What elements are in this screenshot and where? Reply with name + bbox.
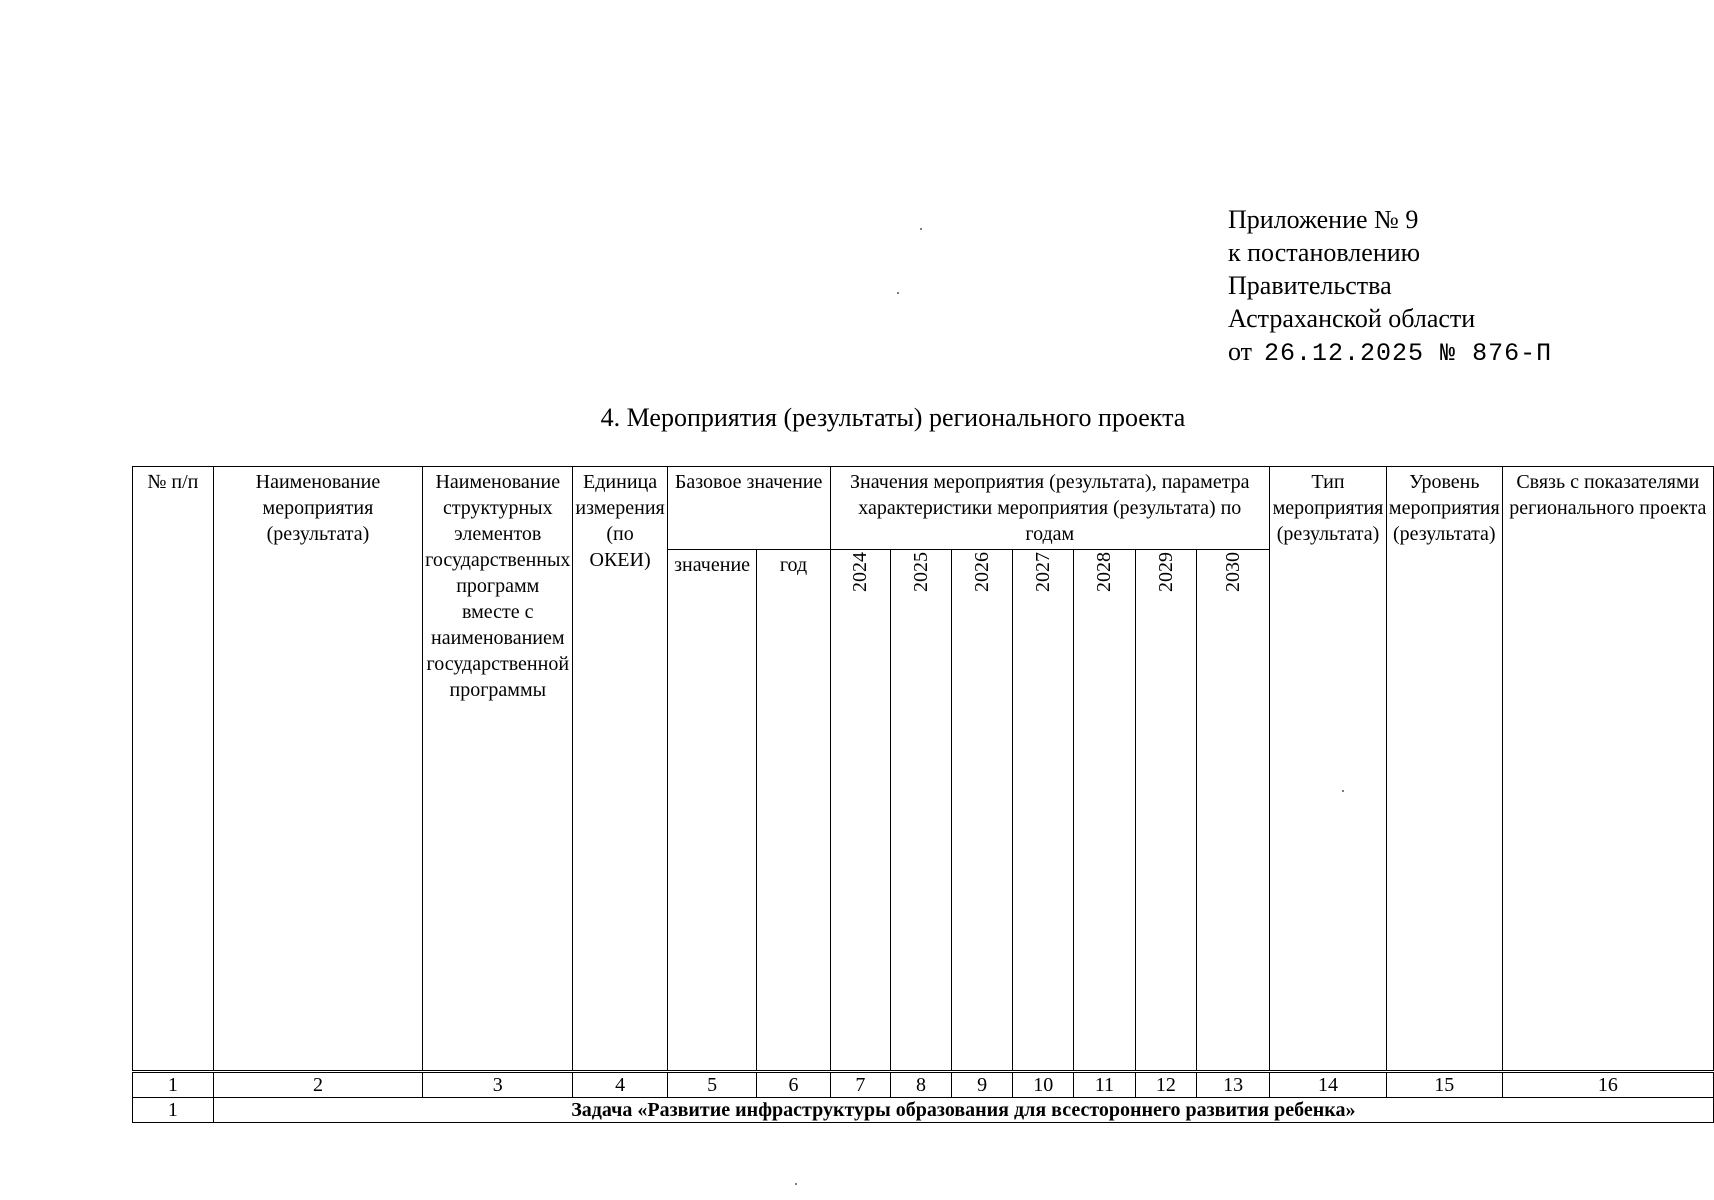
projects-table [132,466,1714,1123]
scan-speck [795,1183,797,1185]
header-year [1135,550,1197,1072]
header-name: Наименование мероприятия (результата) [213,467,422,1072]
year-label: 2024 [849,552,872,592]
column-number: 13 [1197,1072,1270,1098]
header-year [951,550,1013,1072]
header-type: Тип мероприятия (результата) [1270,467,1387,1072]
year-label: 2030 [1222,552,1245,592]
header-link: Связь с показателями регионального проекта [1502,467,1713,1072]
column-number: 3 [423,1072,573,1098]
header-base-value-value: значение [667,550,757,1072]
appendix-line: Астраханской области [1228,304,1476,333]
column-number-row [133,1072,1714,1098]
section-title: 4. Мероприятия (результаты) регионального проекта [600,403,1186,432]
year-label: 2026 [971,552,994,592]
column-number: 11 [1074,1072,1136,1098]
header-num: № п/п [133,467,214,1072]
appendix-block [1228,203,1552,370]
year-label: 2027 [1032,552,1055,592]
appendix-line: Приложение № 9 [1228,205,1419,234]
task-row [133,1098,1714,1123]
column-number: 12 [1135,1072,1197,1098]
header-year [1013,550,1074,1072]
column-number: 2 [213,1072,422,1098]
column-number: 7 [830,1072,891,1098]
scan-speck [1342,790,1344,792]
column-number: 9 [951,1072,1013,1098]
header-year [830,550,891,1072]
task-text: Задача «Развитие инфраструктуры образования для всестороннего развития ребенка» [213,1098,1713,1123]
header-unit: Единица измерения (по ОКЕИ) [573,467,667,1072]
column-number: 4 [573,1072,667,1098]
year-label: 2025 [910,552,932,592]
year-label: 2029 [1154,552,1177,592]
column-number: 10 [1013,1072,1074,1098]
column-number: 5 [667,1072,757,1098]
header-level: Уровень мероприятия (результата) [1386,467,1502,1072]
header-structural-elements: Наименование структурных элементов государственных программ вместе с наименованием государственной программы [423,467,573,1072]
column-number: 14 [1270,1072,1387,1098]
header-year [1197,550,1270,1072]
header-year [1074,550,1136,1072]
column-number: 6 [757,1072,830,1098]
task-number: 1 [133,1098,214,1123]
header-base-value-year: год [757,550,830,1072]
column-number: 15 [1386,1072,1502,1098]
column-number: 8 [891,1072,952,1098]
date-value: 26.12.2025 № 876-П [1264,339,1553,368]
year-label: 2028 [1093,552,1116,592]
appendix-line: Правительства [1228,271,1392,300]
header-base-value: Базовое значение [667,467,830,550]
scan-speck [920,228,922,230]
header-values-by-year: Значения мероприятия (результата), параметра характеристики мероприятия (результата) по годам [830,467,1270,550]
column-number: 16 [1502,1072,1713,1098]
date-prefix: от [1228,337,1253,366]
column-number: 1 [133,1072,214,1098]
header-year [891,550,952,1072]
scan-speck [897,292,899,294]
appendix-date [1228,335,1552,370]
appendix-line: к постановлению [1228,238,1421,267]
